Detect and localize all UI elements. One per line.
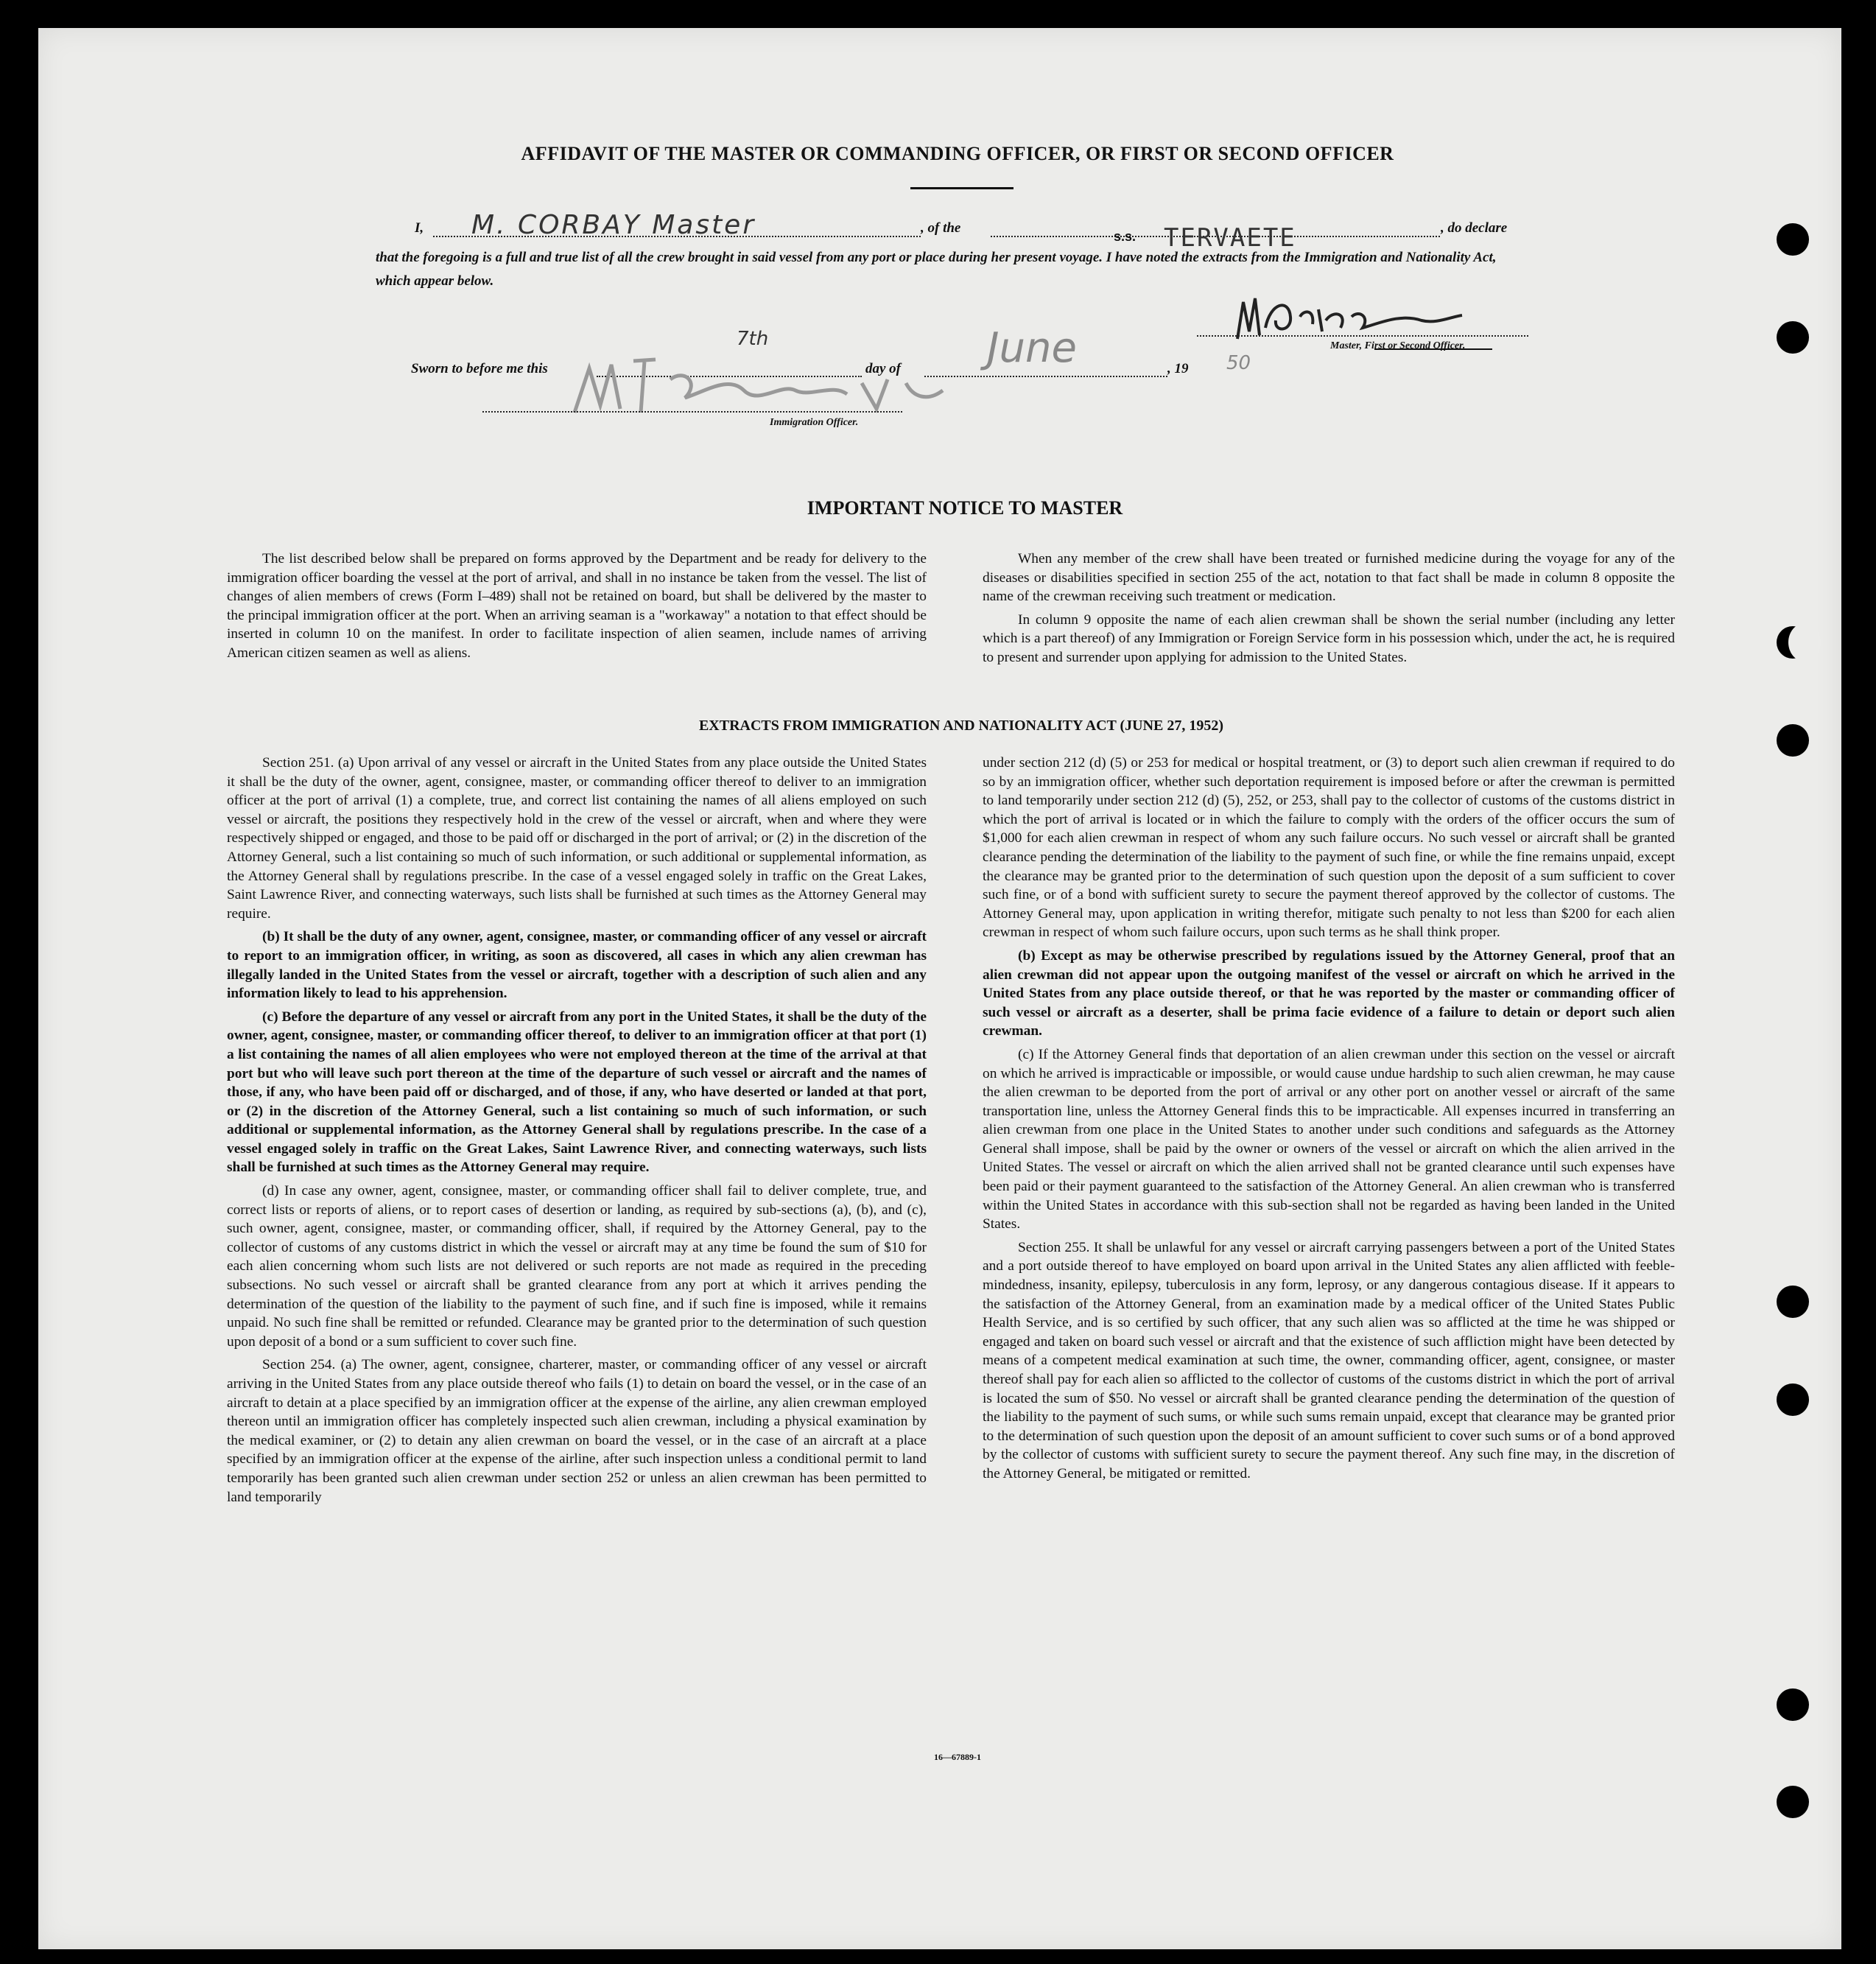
notice-left-paragraph: The list described below shall be prepared on forms approved by the Department and be ready for delivery to the immigration officer boarding the vessel at the port of arrival, and shall in no instance be taken from the vessel. The list of changes of alien members of crews (Form I–489) shall not be retained on board, but shall be delivered by the master to the principal immigration officer at the port. When an arriving seaman is a "workaway" a notation to that effect should be inserted in column 10 on the manifest. In order to facilitate inspection of alien seamen, include names of arriving American citizen seamen as well as aliens. — [227, 551, 927, 661]
ss-prefix: s.s. — [1114, 229, 1137, 244]
form-code: 16—67889-1 — [934, 1752, 981, 1762]
punch-hole — [1777, 1786, 1809, 1818]
master-signature-line — [1197, 335, 1528, 337]
section-251d: (d) In case any owner, agent, consignee, master, or commanding officer shall fail to deliver complete, true, and correct lists or reports of aliens, or to report cases of desertion or landing, as required by sub-sections (a), (b), and (c), such owner, agent, consignee, master, or commanding officer, shall, if required by the Attorney General, pay to the collector of customs of any customs district in which the vessel or aircraft may at any time be found the sum of $10 for each alien concerning whom such lists are not delivered or such reports are not made as required in the preceding subsections. No such vessel or aircraft shall be granted clearance from any port at which it arrives pending the determination of the question of the liability to the payment of such fine, and if such fine is imposed, while it remains unpaid. No such fine shall be remitted or refunded. Clearance may be granted prior to the determination of such question upon deposit of a bond or a sum sufficient to cover such fine. — [227, 1183, 927, 1350]
punch-hole — [1777, 223, 1809, 256]
day-of-label: day of — [865, 361, 902, 376]
i-label: I, — [415, 220, 424, 236]
master-title-label: Master, First or Second Officer. — [1330, 340, 1466, 351]
year-prefix: , 19 — [1167, 361, 1189, 376]
section-251a: Section 251. (a) Upon arrival of any vessel or aircraft in the United States from any place outside the United States it shall be the duty of the owner, agent, consignee, master, or commanding officer thereof to deliver to an immigration officer at the port of arrival (1) a complete, true, and correct list containing the names of all aliens employed on such vessel or aircraft, the positions they respectively hold in the crew of the vessel or aircraft, when and where they were respectively shipped or engaged, and those to be paid off or discharged in the port of arrival; or (2) in the discretion of the Attorney General, such a list containing so much of such information, or such additional or supplemental information, as the Attorney General shall by regulations prescribe. In the case of a vessel engaged solely in traffic on the Great Lakes, Saint Lawrence River, and connecting waterways, such lists shall be furnished at such times as the Attorney General may require. — [227, 755, 927, 922]
extracts-right-column — [983, 754, 1675, 1488]
punch-hole — [1777, 1383, 1809, 1416]
officer-signature-line — [482, 411, 902, 413]
section-254b: (b) Except as may be otherwise prescribed by regulations issued by the Attorney General, proof that an alien crewman did not appear upon the outgoing manifest of the vessel or aircraft on which he arrived in the United States from any place outside thereof, or that he was reported by the master or commanding officer of such vessel or aircraft as a deserter, shall be prima facie evidence of a failure to detain or deport such alien crewman. — [983, 947, 1675, 1039]
section-251b: (b) It shall be the duty of any owner, agent, consignee, master, or commanding officer of any vessel or aircraft to report to an immigration officer, in writing, as soon as discovered, all cases in which any alien crewman has illegally landed in the United States from the vessel or aircraft, together with a description of such alien and any information likely to lead to his apprehension. — [227, 929, 927, 1002]
punch-hole — [1777, 1688, 1809, 1721]
notice-right-paragraph-2: In column 9 opposite the name of each alien crewman shall be shown the serial number (including any letter which is a part thereof) of any Immigration or Foreign Service form in his possession which, under the act, he is required to present and surrender upon applying for admission to the United States. — [983, 611, 1675, 665]
master-signature — [1230, 287, 1466, 346]
punch-hole — [1777, 1286, 1809, 1318]
month-handwritten: June — [987, 324, 1077, 372]
punch-hole — [1777, 724, 1809, 757]
vessel-name: TERVAETE — [1164, 223, 1296, 253]
notice-left-column — [227, 550, 927, 667]
section-254c: (c) If the Attorney General finds that deportation of an alien crewman under this section on the vessel or aircraft on which he arrived is impracticable or impossible, or would cause undue hardship to such alien crewman, he may cause the alien crewman to be deported from the port of arrival or any other port on another vessel or aircraft of the same transportation line, unless the Attorney General finds this to be impracticable. All expenses incurred in transferring an alien crewman from one place in the United States to another under such conditions and safeguards as the Attorney General shall impose, shall be paid by the owner or owners of the vessel or aircraft on which the alien arrived in the United States. The vessel or aircraft on which the alien arrived shall not be granted clearance until such expenses have been paid or their payment guaranteed to the satisfaction of the Attorney General. An alien crewman who is transferred within the United States in accordance with this sub-section shall not be regarded as having been landed in the United States. — [983, 1046, 1675, 1232]
affidavit-title: AFFIDAVIT OF THE MASTER OR COMMANDING OFFICER, OR FIRST OR SECOND OFFICER — [521, 143, 1394, 164]
section-255: Section 255. It shall be unlawful for any vessel or aircraft carrying passengers between a port of the United States and a port outside thereof to have employed on board upon arrival in the United States any alien afflicted with feeble-mindedness, insanity, epilepsy, tuberculosis in any form, leprosy, or any dangerous contagious disease. If it appears to the satisfaction of the Attorney General, from an examination made by a medical officer of the United States Public Health Service, and is so certified by such officer, that any such alien was so afflicted at the time he was shipped or engaged and taken on board such vessel or aircraft and that the existence of such affliction might have been detected by means of a competent medical examination at such time, the owner, commanding officer, agent, consignee, or master thereof shall pay for each alien so afflicted to the collector of customs of the customs district in which the port of arrival is located the sum of $50. No vessel or aircraft shall be granted clearance pending the determination of the question of the liability to the payment of such sums, or while such sums remain unpaid, except that clearance may be granted prior to the determination of such question upon the deposit of an amount sufficient to cover such sums or of a bond approved by the collector of customs with sufficient surety to secure the payment thereof. Any such fine may, in the discretion of the Attorney General, be mitigated or remitted. — [983, 1239, 1675, 1481]
sworn-label: Sworn to before me this — [411, 361, 548, 376]
section-254a: Section 254. (a) The owner, agent, consignee, charterer, master, or commanding officer of any vessel or aircraft arriving in the United States from any place outside thereof who fails (1) to detain on board the vessel, or in the case of an aircraft to detain at a place specified by an immigration officer at the expense of the airline, any alien crewman employed thereon until an immigration officer has completely inspected such alien crewman, including a physical examination by the medical examiner, or (2) to detain any alien crewman on board the vessel, or in the case of an aircraft at a place specified by an immigration officer at the expense of the airline, after such inspection unless a conditional permit to land temporarily has been granted such alien crewman under section 252 or unless an alien crewman has been permitted to land temporarily — [227, 1357, 927, 1505]
notice-right-column — [983, 550, 1675, 672]
officer-label: Immigration Officer. — [770, 417, 859, 428]
extracts-title: EXTRACTS FROM IMMIGRATION AND NATIONALITY ACT (JUNE 27, 1952) — [698, 718, 1224, 734]
notice-right-paragraph-1: When any member of the crew shall have been treated or furnished medicine during the voyage for any of the diseases or disabilities specified in section 255 of the act, notation to that fact shall be made in column 8 opposite the name of the crewman receiving such treatment or medication. — [983, 551, 1675, 605]
immigration-officer-signature — [560, 339, 972, 420]
year-handwritten: 50 — [1226, 352, 1251, 374]
punch-hole-partial — [1777, 626, 1809, 659]
extracts-left-column — [227, 754, 927, 1511]
notice-title: IMPORTANT NOTICE TO MASTER — [807, 497, 1123, 519]
of-the-label: , of the — [921, 220, 961, 236]
master-name-handwritten: M. CORBAY Master — [471, 210, 756, 240]
struck-first-second — [1374, 348, 1492, 350]
do-declare-label: , do declare — [1441, 220, 1508, 236]
section-254a-continued: under section 212 (d) (5) or 253 for medical or hospital treatment, or (3) to deport such alien crewman if required to do so by an immigration officer, whether such deportation requirement is imposed before or after the crewman is permitted to land temporarily under section 212 (d) (5), 252, or 253, shall pay to the collector of customs of the customs district in which the port of arrival is located or in which the failure to comply with the orders of the officer occurs the sum of $1,000 for each alien crewman in respect of whom any such failure occurs. No such vessel or aircraft shall be granted clearance pending the determination of the liability to the payment of such fine, or while the fine remains unpaid, except the clearance may be granted prior to the determination of such question upon the deposit of a sum sufficient to cover such fine, or of a bond with sufficient surety to secure the payment thereof approved by the collector of customs. The Attorney General may, upon application in writing therefor, mitigate such penalty to not less than $200 for each alien crewman in respect of whom such failure occurs, upon such terms as he shall think proper. — [983, 755, 1675, 941]
day-handwritten: 7th — [737, 328, 769, 350]
punch-hole — [1777, 321, 1809, 354]
declaration-text: that the foregoing is a full and true list of all the crew brought in said vessel from any port or place during her present voyage. I have noted the extracts from the Immigration and Nationality Act, which appear below. — [376, 250, 1497, 289]
section-251c: (c) Before the departure of any vessel or aircraft from any port in the United States, it shall be the duty of the owner, agent, consignee, master, or commanding officer thereof, to deliver to an immigration officer at that port (1) a list containing the names of all alien employees who were not employed thereon at the time of the arrival at that port but who will leave such port thereon at the time of the departure of such vessel or aircraft and the names of those, if any, who have been paid off or discharged, and of those, if any, who have deserted or landed at that port, or (2) in the discretion of the Attorney General, such a list containing so much of such information, or such additional or supplemental information, as the Attorney General shall by regulations prescribe. In the case of a vessel engaged solely in traffic on the Great Lakes, Saint Lawrence River, and connecting waterways, such lists shall be furnished at such times as the Attorney General may require. — [227, 1009, 927, 1176]
title-divider — [910, 187, 1013, 189]
